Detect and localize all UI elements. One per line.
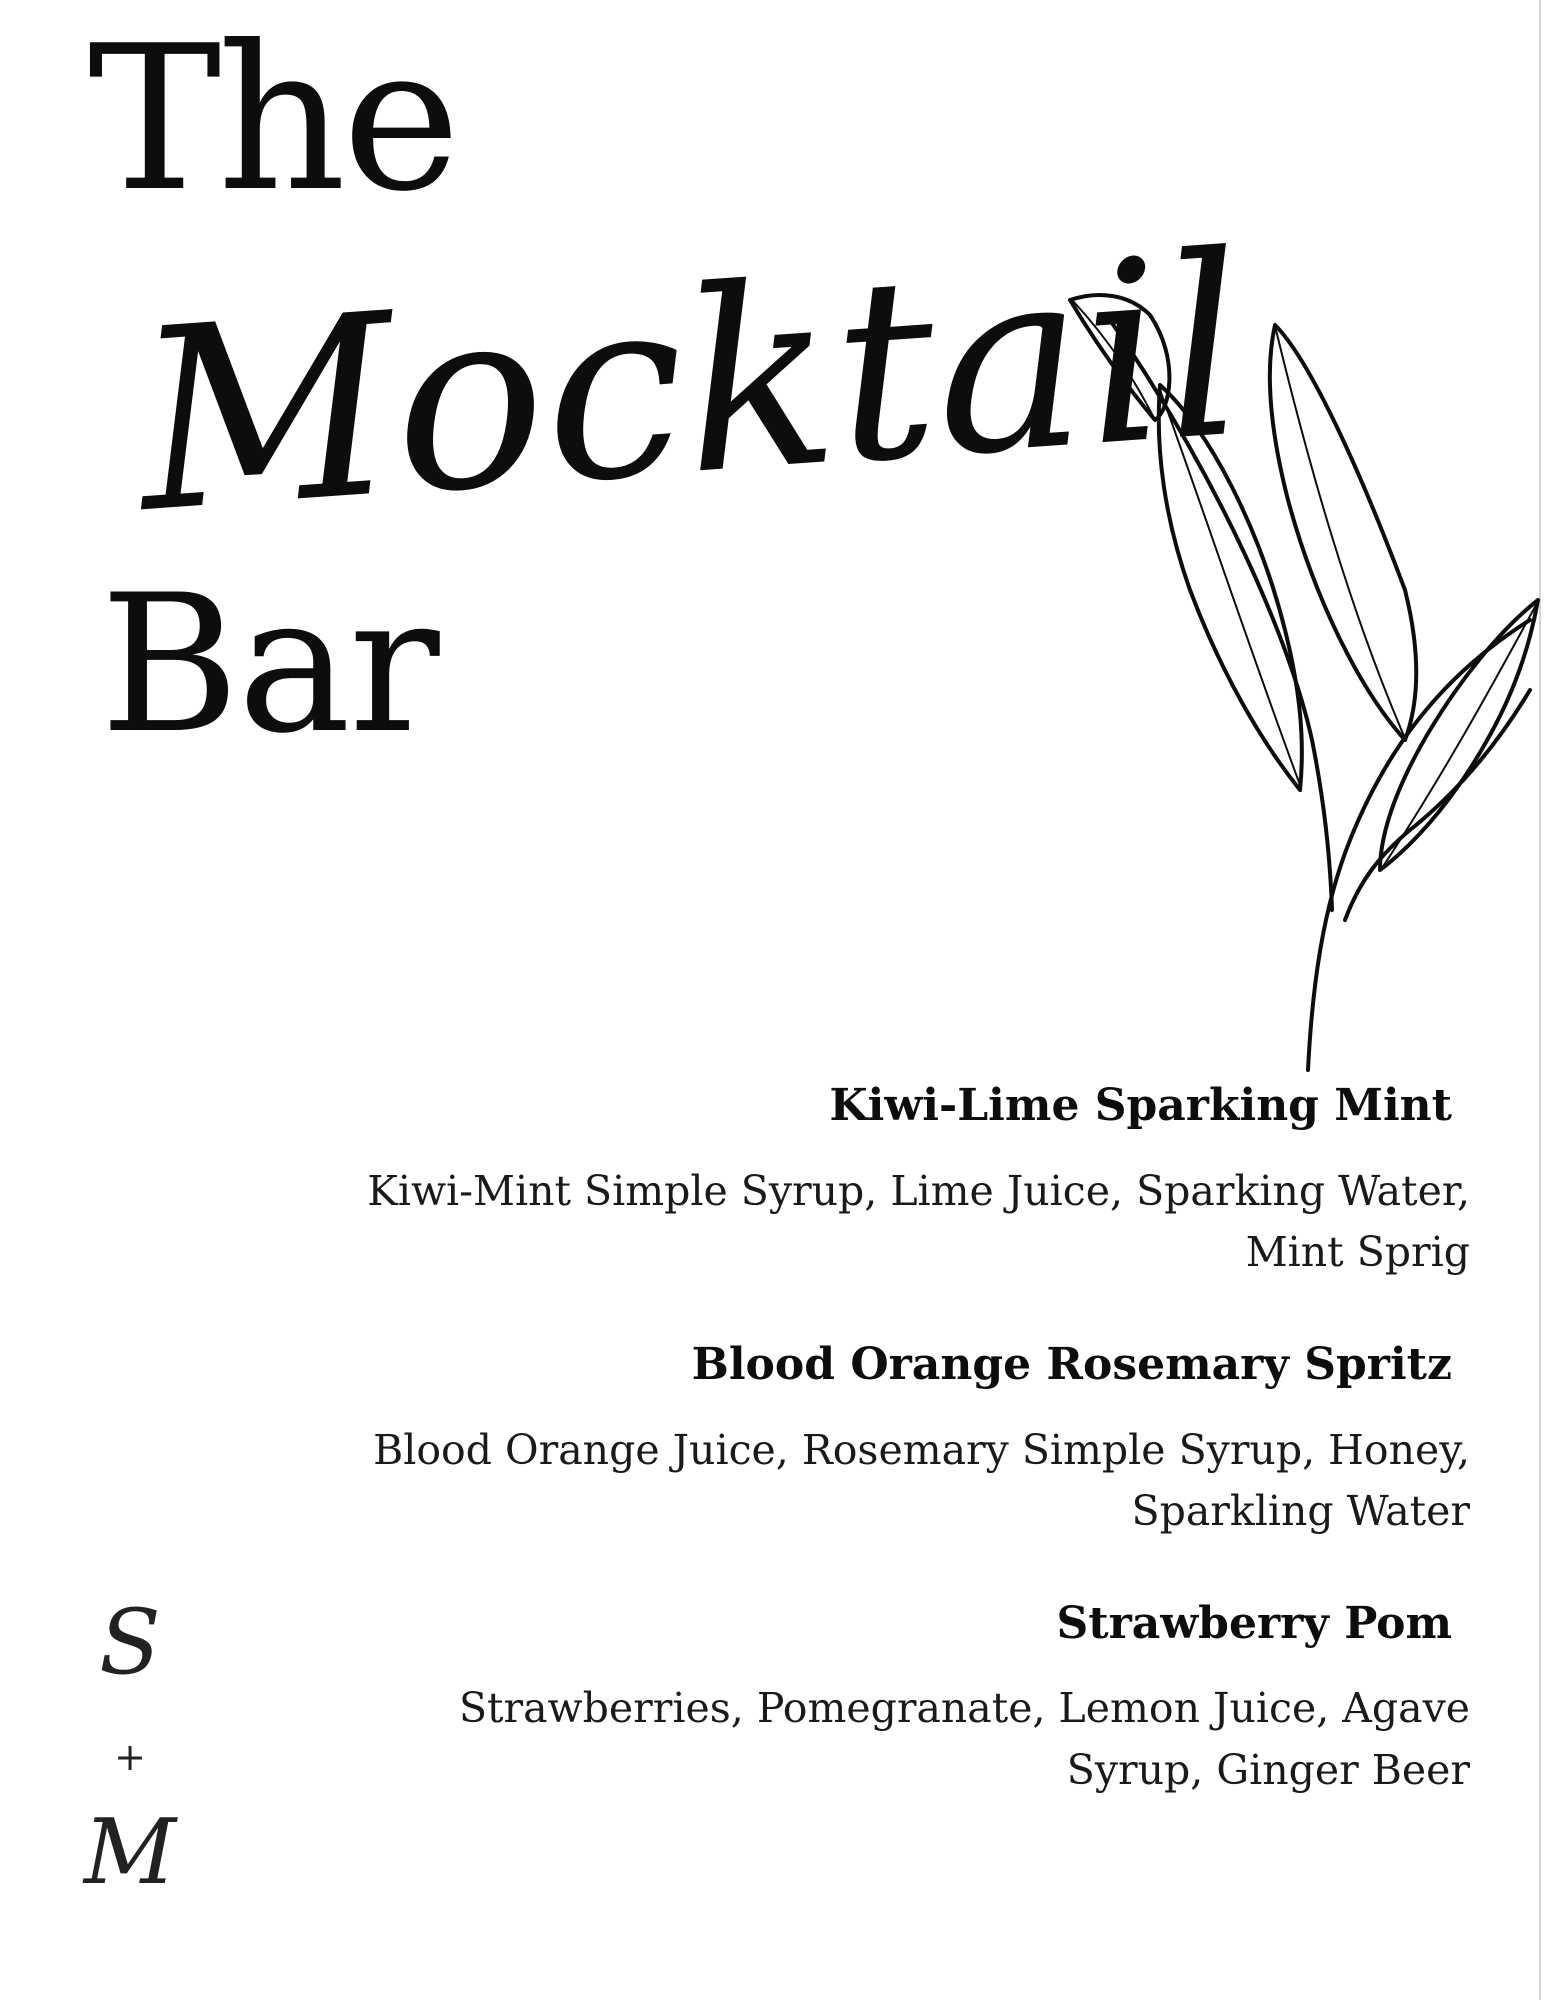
menu-item <box>280 1080 1470 1284</box>
monogram <box>70 1590 200 1930</box>
menu-item <box>280 1598 1470 1802</box>
monogram-plus: + <box>114 1735 146 1779</box>
leaf-branch-icon <box>1060 270 1540 1070</box>
monogram-second-initial: M <box>83 1800 177 1905</box>
menu-item-ingredients: Strawberries, Pomegranate, Lemon Juice, Agave Syrup, Ginger Beer <box>458 1684 1470 1794</box>
menu-item-name: Blood Orange Rosemary Spritz <box>691 1338 1452 1390</box>
menu-item-name: Strawberry Pom <box>1056 1597 1452 1649</box>
menu-list <box>280 1080 1470 1856</box>
menu-item-name: Kiwi-Lime Sparking Mint <box>829 1080 1452 1131</box>
menu-item-ingredients: Blood Orange Juice, Rosemary Simple Syrup, Honey, Sparkling Water <box>373 1425 1470 1536</box>
title-bar: Bar <box>100 554 438 775</box>
monogram-first-initial: S <box>99 1590 161 1695</box>
menu-item-ingredients: Kiwi-Mint Simple Syrup, Lime Juice, Sparking Water, Mint Sprig <box>367 1166 1470 1277</box>
menu-item <box>280 1339 1470 1543</box>
title-the: The <box>88 3 457 236</box>
title-mocktail-text: Mocktail <box>128 200 1254 568</box>
